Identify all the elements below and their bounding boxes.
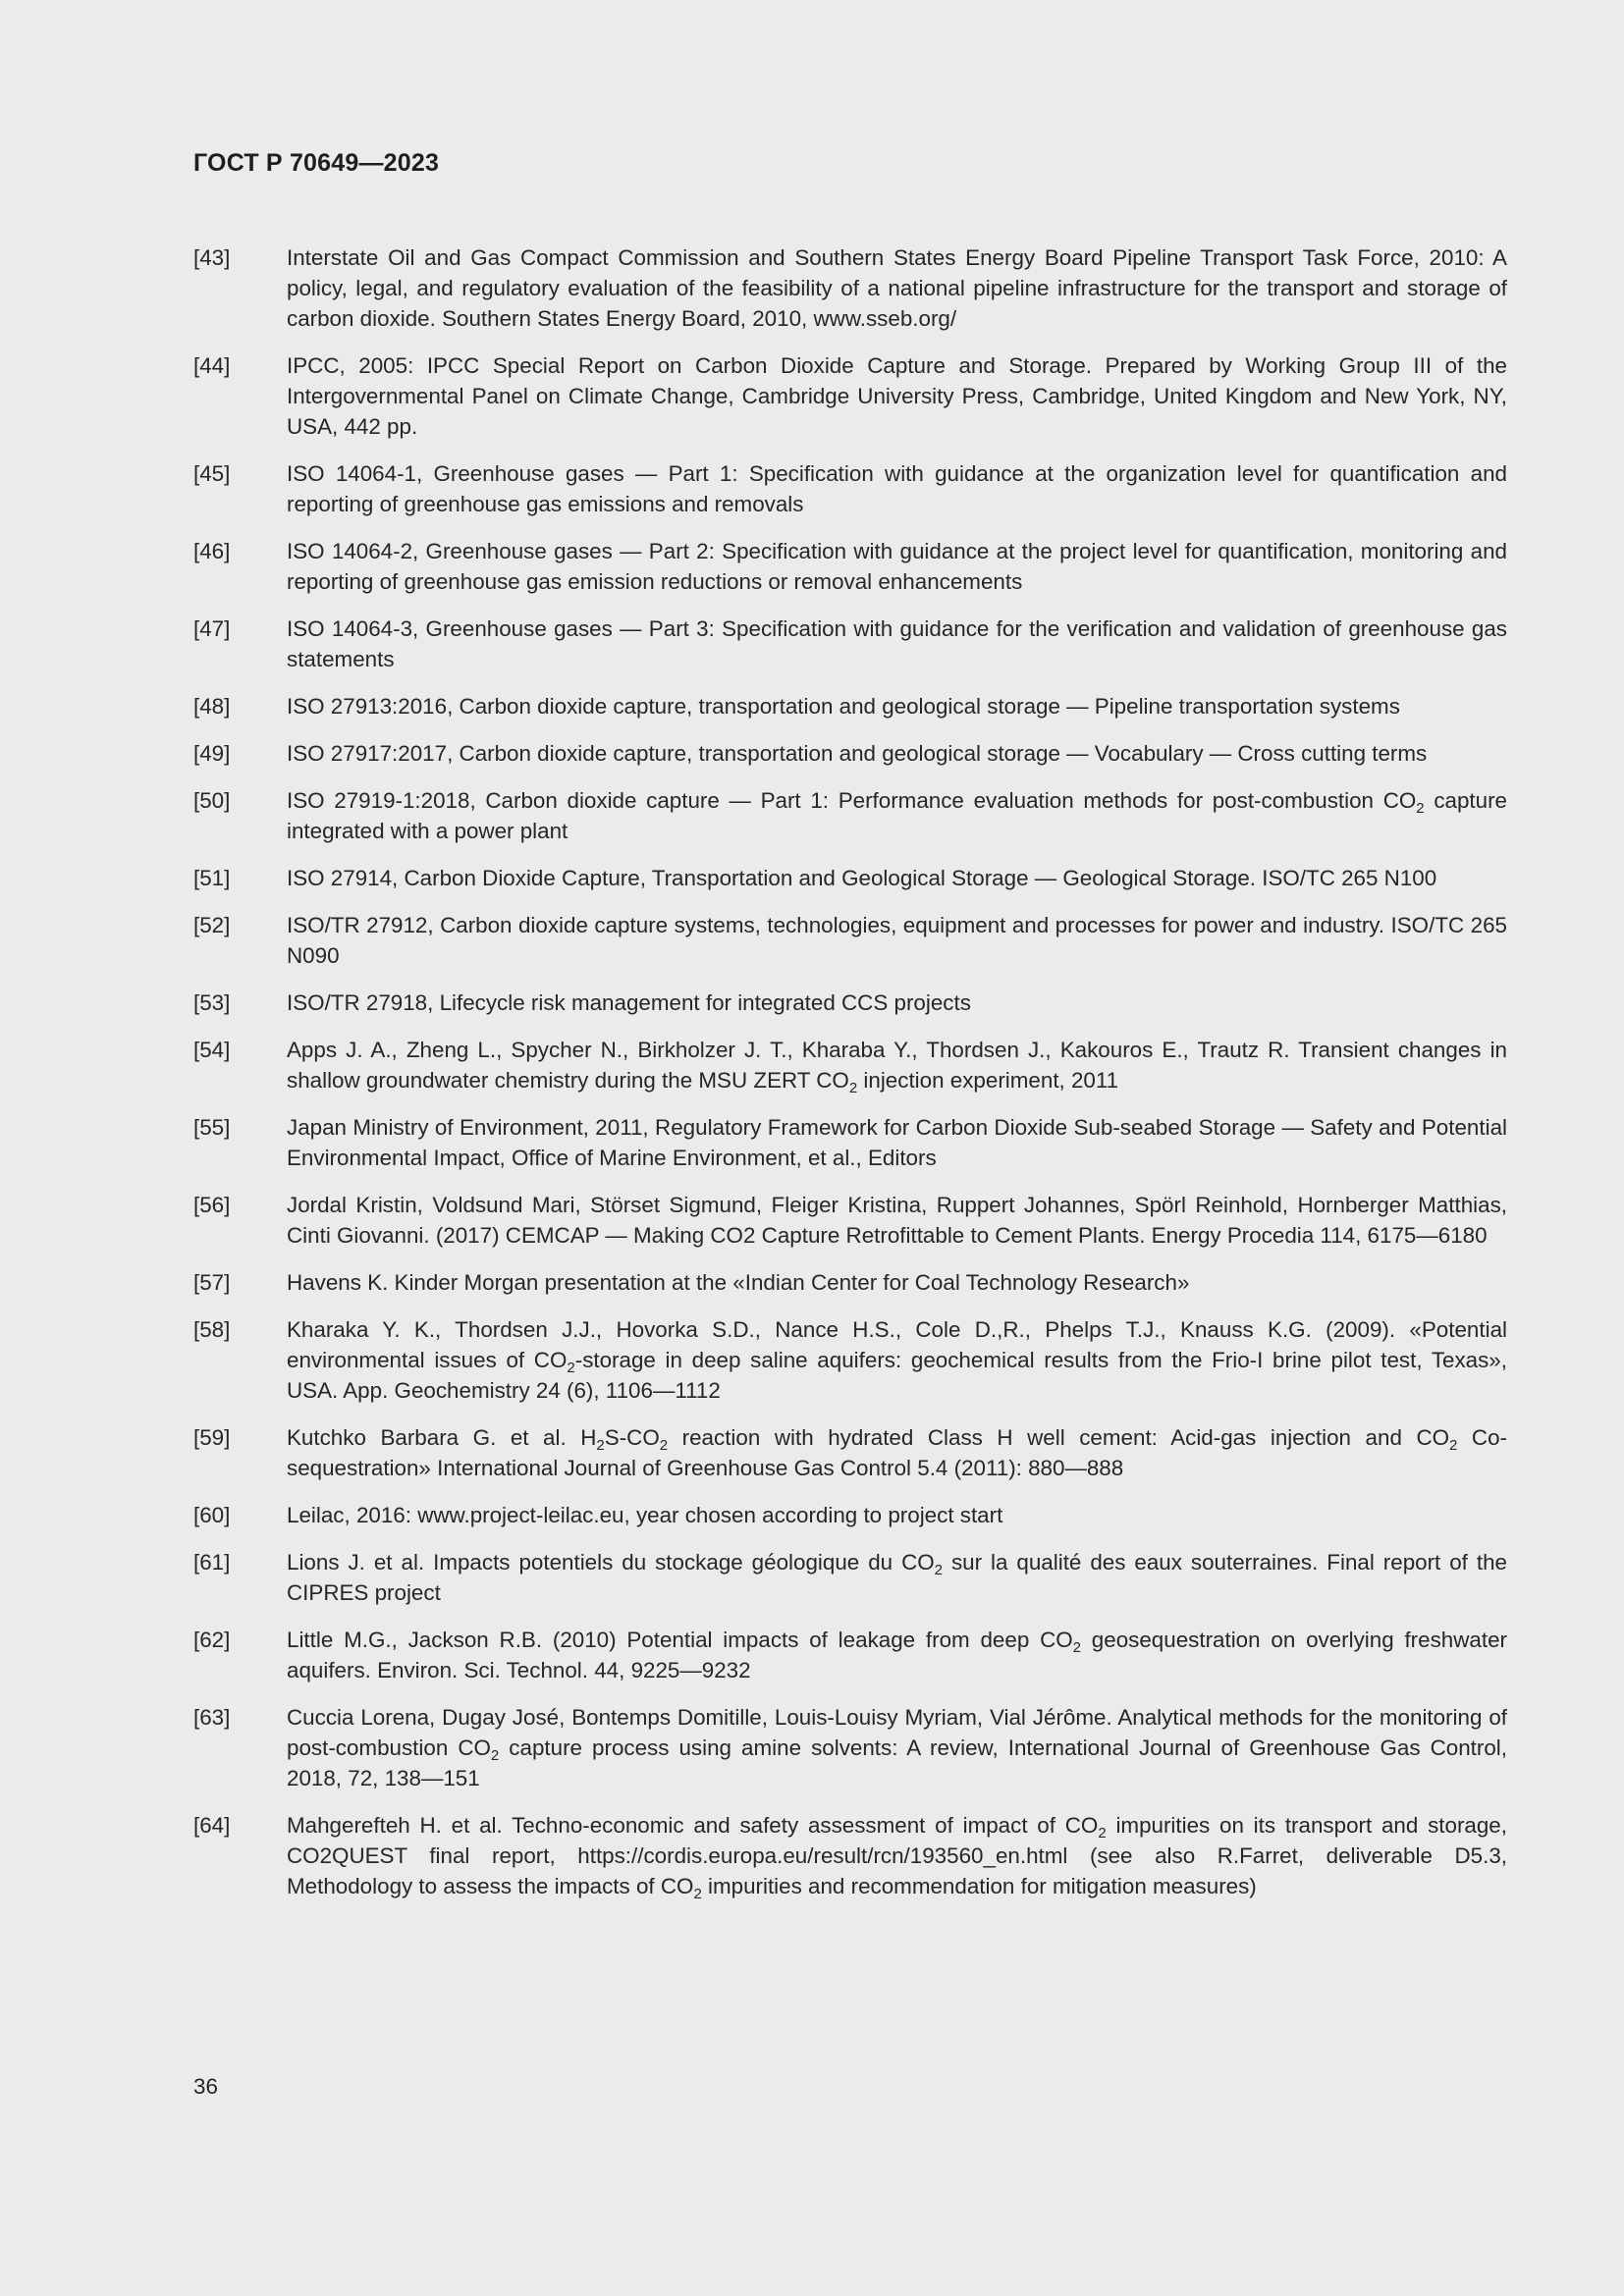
reference-text — [287, 242, 1507, 334]
reference-item — [193, 242, 1507, 334]
subscript-text: 2 — [1449, 1437, 1458, 1454]
reference-item — [193, 691, 1507, 721]
reference-number: [51] — [193, 866, 231, 890]
reference-text — [287, 988, 1507, 1018]
reference-text-part: ISO 14064-1, Greenhouse gases — Part 1: Specification with guidance at the organization level for quantification and reporting of greenhouse gas emissions and removals — [287, 461, 1507, 516]
reference-text — [287, 1500, 1507, 1530]
reference-text — [287, 350, 1507, 442]
reference-text — [287, 1190, 1507, 1251]
subscript-text: 2 — [567, 1360, 575, 1376]
reference-text-part: ISO/TR 27918, Lifecycle risk management for integrated CCS projects — [287, 990, 971, 1015]
reference-text-part: Apps J. A., Zheng L., Spycher N., Birkholzer J. T., Kharaba Y., Thordsen J., Kakouros E., Trautz R. Transient changes in shallow groundwater chemistry during the MSU ZERT CO — [287, 1038, 1507, 1093]
reference-item — [193, 1422, 1507, 1483]
reference-text — [287, 1625, 1507, 1685]
reference-item — [193, 350, 1507, 442]
reference-text — [287, 1267, 1507, 1298]
subscript-text: 2 — [1416, 800, 1425, 817]
reference-item — [193, 614, 1507, 674]
reference-text — [287, 691, 1507, 721]
reference-text-part: Kharaka Y. K., Thordsen J.J., Hovorka S.D., Nance H.S., Cole D.,R., Phelps T.J., Knauss K.G. (2009). «Potential environmental issues of CO — [287, 1317, 1507, 1372]
reference-number: [49] — [193, 741, 231, 766]
reference-text — [287, 1810, 1507, 1901]
reference-item — [193, 458, 1507, 519]
reference-text-part: ISO 27913:2016, Carbon dioxide capture, transportation and geological storage — Pipeline transportation systems — [287, 694, 1400, 719]
subscript-text: 2 — [596, 1437, 605, 1454]
reference-text — [287, 1314, 1507, 1406]
reference-text-part: Leilac, 2016: www.project-leilac.eu, year chosen according to project start — [287, 1503, 1003, 1527]
reference-item — [193, 785, 1507, 846]
reference-number: [58] — [193, 1317, 231, 1342]
reference-item — [193, 1500, 1507, 1530]
reference-text — [287, 785, 1507, 846]
reference-text-part: reaction with hydrated Class H well cement: Acid-gas injection and CO — [668, 1425, 1450, 1450]
subscript-text: 2 — [693, 1886, 702, 1902]
reference-text-part: sur la qualité des eaux souterraines. Final report of the CIPRES project — [287, 1550, 1507, 1605]
reference-text — [287, 1702, 1507, 1793]
reference-item — [193, 1625, 1507, 1685]
reference-list — [193, 242, 1507, 1918]
reference-text-part: Cuccia Lorena, Dugay José, Bontemps Domitille, Louis-Louisy Myriam, Vial Jérôme. Analytical methods for the monitoring of post-combustion CO — [287, 1705, 1507, 1760]
reference-number: [63] — [193, 1705, 231, 1730]
subscript-text: 2 — [490, 1747, 500, 1764]
reference-item — [193, 738, 1507, 769]
reference-item — [193, 863, 1507, 893]
reference-number: [50] — [193, 788, 231, 813]
reference-text — [287, 738, 1507, 769]
reference-text-part: Co-sequestration» International Journal of Greenhouse Gas Control 5.4 (2011): 880—888 — [287, 1425, 1507, 1480]
subscript-text: 2 — [848, 1080, 858, 1096]
reference-text-part: ISO 14064-3, Greenhouse gases — Part 3: Specification with guidance for the verification and validation of greenhouse gas statements — [287, 616, 1507, 671]
subscript-text: 2 — [1098, 1825, 1107, 1842]
reference-number: [53] — [193, 990, 231, 1015]
reference-text-part: ISO/TR 27912, Carbon dioxide capture systems, technologies, equipment and processes for power and industry. ISO/TC 265 N090 — [287, 913, 1507, 968]
reference-text-part: impurities on its transport and storage, CO2QUEST final report, https://cordis.europa.eu/result/rcn/193560_en.html (see also R.Farret, deliverable D5.3, Methodology to assess the impacts of CO — [287, 1813, 1507, 1898]
reference-text — [287, 1547, 1507, 1608]
reference-number: [56] — [193, 1193, 231, 1217]
reference-text-part: ISO 27917:2017, Carbon dioxide capture, transportation and geological storage — Vocabulary — Cross cutting terms — [287, 741, 1428, 766]
reference-number: [59] — [193, 1425, 231, 1450]
reference-number: [64] — [193, 1813, 231, 1838]
reference-text — [287, 1422, 1507, 1483]
reference-text-part: ISO 14064-2, Greenhouse gases — Part 2: Specification with guidance at the project level for quantification, monitoring and reporting of greenhouse gas emission reductions or removal enhancements — [287, 539, 1507, 594]
reference-item — [193, 1810, 1507, 1901]
reference-number: [47] — [193, 616, 231, 641]
reference-text-part: Interstate Oil and Gas Compact Commission and Southern States Energy Board Pipeline Transport Task Force, 2010: A policy, legal, and regulatory evaluation of the feasibility of a national pipeline infrastructure for the transport and storage of carbon dioxide. Southern States Energy Board, 2010, www.sseb.org/ — [287, 245, 1507, 331]
reference-text-part: capture integrated with a power plant — [287, 788, 1507, 843]
reference-item — [193, 1112, 1507, 1173]
document-header: ГОСТ Р 70649—2023 — [193, 149, 440, 177]
reference-text — [287, 1112, 1507, 1173]
reference-text-part: Kutchko Barbara G. et al. H — [287, 1425, 597, 1450]
reference-number: [55] — [193, 1115, 231, 1140]
reference-number: [46] — [193, 539, 231, 563]
reference-text-part: ISO 27914, Carbon Dioxide Capture, Transportation and Geological Storage — Geological Storage. ISO/TC 265 N100 — [287, 866, 1437, 890]
reference-number: [62] — [193, 1628, 231, 1652]
reference-text-part: Jordal Kristin, Voldsund Mari, Störset Sigmund, Fleiger Kristina, Ruppert Johannes, Spörl Reinhold, Hornberger Matthias, Cinti Giovanni. (2017) CEMCAP — Making CO2 Capture Retrofittable to Cement Plants. Energy Procedia 114, 6175—6180 — [287, 1193, 1507, 1248]
reference-text-part: ISO 27919-1:2018, Carbon dioxide capture — Part 1: Performance evaluation methods for post-combustion CO — [287, 788, 1417, 813]
reference-text-part: S-CO — [604, 1425, 660, 1450]
reference-text — [287, 458, 1507, 519]
reference-number: [52] — [193, 913, 231, 937]
reference-text-part: -storage in deep saline aquifers: geochemical results from the Frio-I brine pilot test, Texas», USA. App. Geochemistry 24 (6), 1106—1112 — [287, 1348, 1507, 1403]
reference-text — [287, 910, 1507, 971]
reference-number: [45] — [193, 461, 231, 486]
reference-text-part: IPCC, 2005: IPCC Special Report on Carbon Dioxide Capture and Storage. Prepared by Working Group III of the Intergovernmental Panel on Climate Change, Cambridge University Press, Cambridge, United Kingdom and New York, NY, USA, 442 pp. — [287, 353, 1507, 439]
reference-item — [193, 1702, 1507, 1793]
reference-item — [193, 536, 1507, 597]
reference-text-part: Japan Ministry of Environment, 2011, Regulatory Framework for Carbon Dioxide Sub-seabed Storage — Safety and Potential Environmental Impact, Office of Marine Environment, et al., Editors — [287, 1115, 1507, 1170]
reference-item — [193, 1035, 1507, 1095]
reference-number: [54] — [193, 1038, 231, 1062]
reference-item — [193, 1267, 1507, 1298]
reference-number: [48] — [193, 694, 231, 719]
page-number: 36 — [193, 2074, 218, 2099]
reference-item — [193, 910, 1507, 971]
reference-number: [57] — [193, 1270, 231, 1295]
reference-text-part: Little M.G., Jackson R.B. (2010) Potential impacts of leakage from deep CO — [287, 1628, 1073, 1652]
reference-number: [61] — [193, 1550, 231, 1575]
reference-number: [60] — [193, 1503, 231, 1527]
subscript-text: 2 — [1072, 1639, 1082, 1656]
reference-text-part: geosequestration on overlying freshwater aquifers. Environ. Sci. Technol. 44, 9225—9232 — [287, 1628, 1507, 1682]
reference-text-part: Lions J. et al. Impacts potentiels du stockage géologique du CO — [287, 1550, 935, 1575]
reference-item — [193, 1190, 1507, 1251]
reference-text-part: injection experiment, 2011 — [857, 1068, 1119, 1093]
reference-item — [193, 988, 1507, 1018]
reference-text-part: capture process using amine solvents: A review, International Journal of Greenhouse Gas Control, 2018, 72, 138—151 — [287, 1735, 1507, 1790]
subscript-text: 2 — [934, 1562, 943, 1578]
reference-text — [287, 1035, 1507, 1095]
reference-text — [287, 863, 1507, 893]
reference-text-part: Havens K. Kinder Morgan presentation at the «Indian Center for Coal Technology Research» — [287, 1270, 1190, 1295]
reference-text-part: Mahgerefteh H. et al. Techno-economic and safety assessment of impact of CO — [287, 1813, 1099, 1838]
reference-text — [287, 536, 1507, 597]
reference-number: [44] — [193, 353, 231, 378]
reference-item — [193, 1314, 1507, 1406]
subscript-text: 2 — [659, 1437, 669, 1454]
reference-item — [193, 1547, 1507, 1608]
reference-text — [287, 614, 1507, 674]
reference-number: [43] — [193, 245, 231, 270]
reference-text-part: impurities and recommendation for mitigation measures) — [701, 1874, 1257, 1898]
